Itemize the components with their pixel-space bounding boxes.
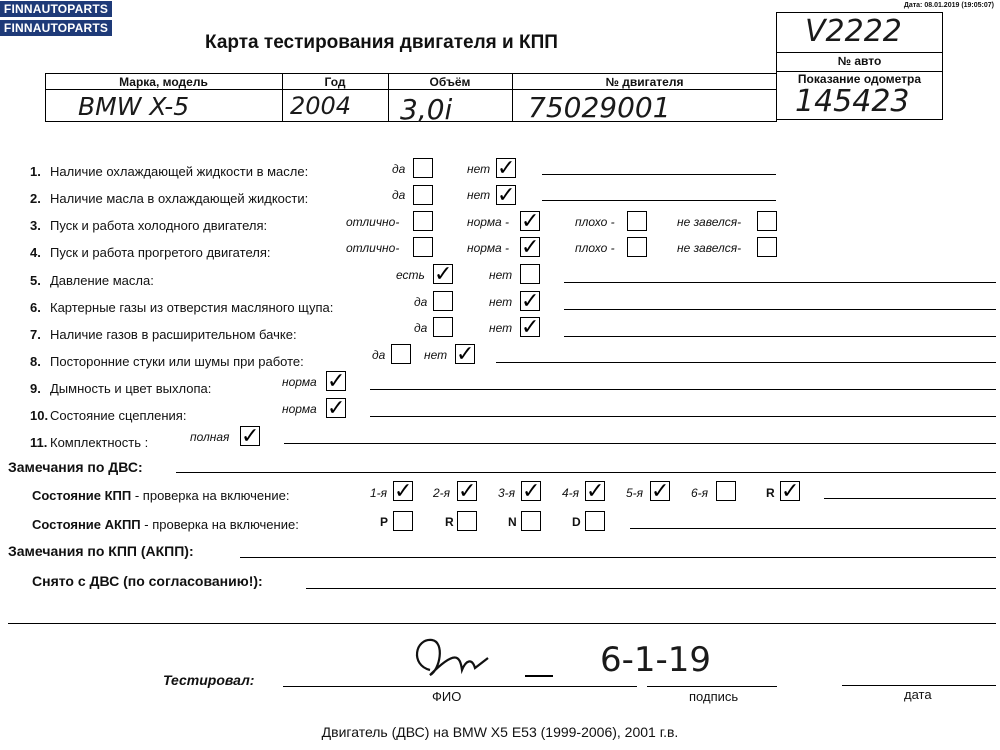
checkmark-icon: ✓ xyxy=(327,369,346,394)
item-2-no-checkbox[interactable] xyxy=(496,183,516,208)
gear-2-label: 2-я xyxy=(433,486,451,500)
gear-4-checkbox[interactable] xyxy=(585,479,605,504)
checkmark-icon: ✓ xyxy=(521,235,540,260)
item-5: 5. Давление масла: xyxy=(30,273,154,288)
item-8: 8. Посторонние стуки или шумы при работе: xyxy=(30,354,304,369)
volume-value: 3,0i xyxy=(400,93,453,126)
item-10-normal-checkbox[interactable] xyxy=(326,396,346,421)
auto-gearbox-label: Состояние АКПП - проверка на включение: xyxy=(32,517,299,532)
item-5-yes-checkbox[interactable] xyxy=(433,262,453,287)
gear-2-checkbox[interactable] xyxy=(457,479,477,504)
item-5-opt-no: нет xyxy=(489,268,513,282)
item-4: 4. Пуск и работа прогретого двигателя: xyxy=(30,245,271,260)
volume-label: Объём xyxy=(429,75,471,89)
item-4-normal-checkbox[interactable] xyxy=(520,235,540,260)
gear-n-checkbox[interactable] xyxy=(521,511,541,531)
item-3-excellent-checkbox[interactable] xyxy=(413,211,433,231)
item-3-opt-bad: плохо - xyxy=(575,215,615,229)
item-4-opt-excellent: отлично- xyxy=(346,241,400,255)
gear-p-label: P xyxy=(380,515,389,529)
item-2-opt-no: нет xyxy=(467,188,491,202)
item-10: 10. Состояние сцепления: xyxy=(30,408,187,423)
odometer-label: Показание одометра xyxy=(797,72,922,86)
brand-logo: FINNAUTOPARTS xyxy=(0,1,112,17)
item-4-opt-bad: плохо - xyxy=(575,241,615,255)
item-5-opt-yes: есть xyxy=(396,268,425,282)
item-7-opt-yes: да xyxy=(414,321,428,335)
signature-label: подпись xyxy=(689,689,739,704)
checkmark-icon: ✓ xyxy=(522,479,541,504)
gear-r-auto-checkbox[interactable] xyxy=(457,511,477,531)
item-3-bad-checkbox[interactable] xyxy=(627,211,647,231)
item-3: 3. Пуск и работа холодного двигателя: xyxy=(30,218,268,233)
checkmark-icon: ✓ xyxy=(497,156,516,181)
gear-3-label: 3-я xyxy=(498,486,516,500)
test-date-value: 6-1-19 xyxy=(600,640,712,680)
gear-p-checkbox[interactable] xyxy=(393,511,413,531)
item-3-opt-normal: норма - xyxy=(467,215,510,229)
gear-d-checkbox[interactable] xyxy=(585,511,605,531)
checkmark-icon: ✓ xyxy=(394,479,413,504)
item-1-opt-yes: да xyxy=(392,162,406,176)
gear-d-label: D xyxy=(572,515,581,529)
item-1-yes-checkbox[interactable] xyxy=(413,158,433,178)
checkmark-icon: ✓ xyxy=(456,342,475,367)
gear-6-label: 6-я xyxy=(691,486,709,500)
year-value: 2004 xyxy=(290,92,352,120)
item-6: 6. Картерные газы из отверстия масляного щупа: xyxy=(30,300,334,315)
gear-6-checkbox[interactable] xyxy=(716,481,736,501)
gear-r-auto-label: R xyxy=(445,515,454,529)
car-number-value: V2222 xyxy=(805,14,902,49)
item-11-opt-full: полная xyxy=(190,430,230,444)
item-6-no-checkbox[interactable] xyxy=(520,289,540,314)
item-3-no-start-checkbox[interactable] xyxy=(757,211,777,231)
gear-4-label: 4-я xyxy=(562,486,580,500)
item-9-normal-checkbox[interactable] xyxy=(326,369,346,394)
tested-by-label: Тестировал: xyxy=(163,672,255,688)
item-3-opt-excellent: отлично- xyxy=(346,215,400,229)
engine-number-label: № двигателя xyxy=(605,75,684,89)
gear-1-checkbox[interactable] xyxy=(393,479,413,504)
checkmark-icon: ✓ xyxy=(497,183,516,208)
removed-from-engine-label: Снято с ДВС (по согласованию!): xyxy=(32,573,263,589)
item-7-opt-no: нет xyxy=(489,321,513,335)
checkmark-icon: ✓ xyxy=(781,479,800,504)
item-11-full-checkbox[interactable] xyxy=(240,424,260,449)
gear-n-label: N xyxy=(508,515,517,529)
item-1-opt-no: нет xyxy=(467,162,491,176)
item-6-opt-yes: да xyxy=(414,295,428,309)
gear-5-checkbox[interactable] xyxy=(650,479,670,504)
brand-logo-secondary: FINNAUTOPARTS xyxy=(0,20,112,36)
item-7: 7. Наличие газов в расширительном бачке: xyxy=(30,327,297,342)
item-4-bad-checkbox[interactable] xyxy=(627,237,647,257)
odometer-value: 145423 xyxy=(795,84,910,119)
item-9: 9. Дымность и цвет выхлопа: xyxy=(30,381,212,396)
item-8-yes-checkbox[interactable] xyxy=(391,344,411,364)
item-8-no-checkbox[interactable] xyxy=(455,342,475,367)
item-3-opt-no-start: не завелся- xyxy=(677,215,742,229)
item-2-opt-yes: да xyxy=(392,188,406,202)
item-7-yes-checkbox[interactable] xyxy=(433,317,453,337)
item-5-no-checkbox[interactable] xyxy=(520,264,540,284)
model-label: Марка, модель xyxy=(119,75,208,89)
checkmark-icon: ✓ xyxy=(434,262,453,287)
item-3-normal-checkbox[interactable] xyxy=(520,209,540,234)
checkmark-icon: ✓ xyxy=(458,479,477,504)
checkmark-icon: ✓ xyxy=(651,479,670,504)
car-number-label: № авто xyxy=(837,54,882,68)
item-4-opt-normal: норма - xyxy=(467,241,510,255)
checkmark-icon: ✓ xyxy=(327,396,346,421)
item-6-opt-no: нет xyxy=(489,295,513,309)
checkmark-icon: ✓ xyxy=(521,315,540,340)
item-11: 11. Комплектность : xyxy=(30,435,149,450)
item-1-no-checkbox[interactable] xyxy=(496,156,516,181)
checkmark-icon: ✓ xyxy=(241,424,260,449)
item-9-opt-normal: норма xyxy=(282,375,317,389)
item-2: 2. Наличие масла в охлаждающей жидкости: xyxy=(30,191,309,206)
item-4-no-start-checkbox[interactable] xyxy=(757,237,777,257)
checkmark-icon: ✓ xyxy=(521,209,540,234)
image-caption: Двигатель (ДВС) на BMW X5 E53 (1999-2006), 2001 г.в. xyxy=(321,724,679,740)
gear-r-label: R xyxy=(766,486,775,500)
print-date: Дата: 08.01.2019 (19:05:07) xyxy=(903,2,994,9)
checkmark-icon: ✓ xyxy=(586,479,605,504)
engine-remarks-label: Замечания по ДВС: xyxy=(8,459,143,475)
form-title: Карта тестирования двигателя и КПП xyxy=(205,32,558,53)
engine-number-value: 75029001 xyxy=(528,91,671,124)
gear-1-label: 1-я xyxy=(370,486,388,500)
date-label: дата xyxy=(904,687,932,702)
item-7-no-checkbox[interactable] xyxy=(520,315,540,340)
model-value: BMW X-5 xyxy=(78,92,190,121)
manual-gearbox-label: Состояние КПП - проверка на включение: xyxy=(32,488,290,503)
handwritten-signature xyxy=(400,630,520,690)
gearbox-remarks-label: Замечания по КПП (АКПП): xyxy=(8,543,194,559)
item-6-yes-checkbox[interactable] xyxy=(433,291,453,311)
checkmark-icon: ✓ xyxy=(521,289,540,314)
gear-5-label: 5-я xyxy=(626,486,644,500)
item-2-yes-checkbox[interactable] xyxy=(413,185,433,205)
fio-label: ФИО xyxy=(432,689,462,704)
item-10-opt-normal: норма xyxy=(282,402,317,416)
item-8-opt-yes: да xyxy=(372,348,386,362)
item-1: 1. Наличие охлаждающей жидкости в масле: xyxy=(30,164,309,179)
year-label: Год xyxy=(324,75,346,89)
gear-3-checkbox[interactable] xyxy=(521,479,541,504)
item-4-opt-no-start: не завелся- xyxy=(677,241,742,255)
gear-r-checkbox[interactable] xyxy=(780,479,800,504)
item-4-excellent-checkbox[interactable] xyxy=(413,237,433,257)
item-8-opt-no: нет xyxy=(424,348,448,362)
